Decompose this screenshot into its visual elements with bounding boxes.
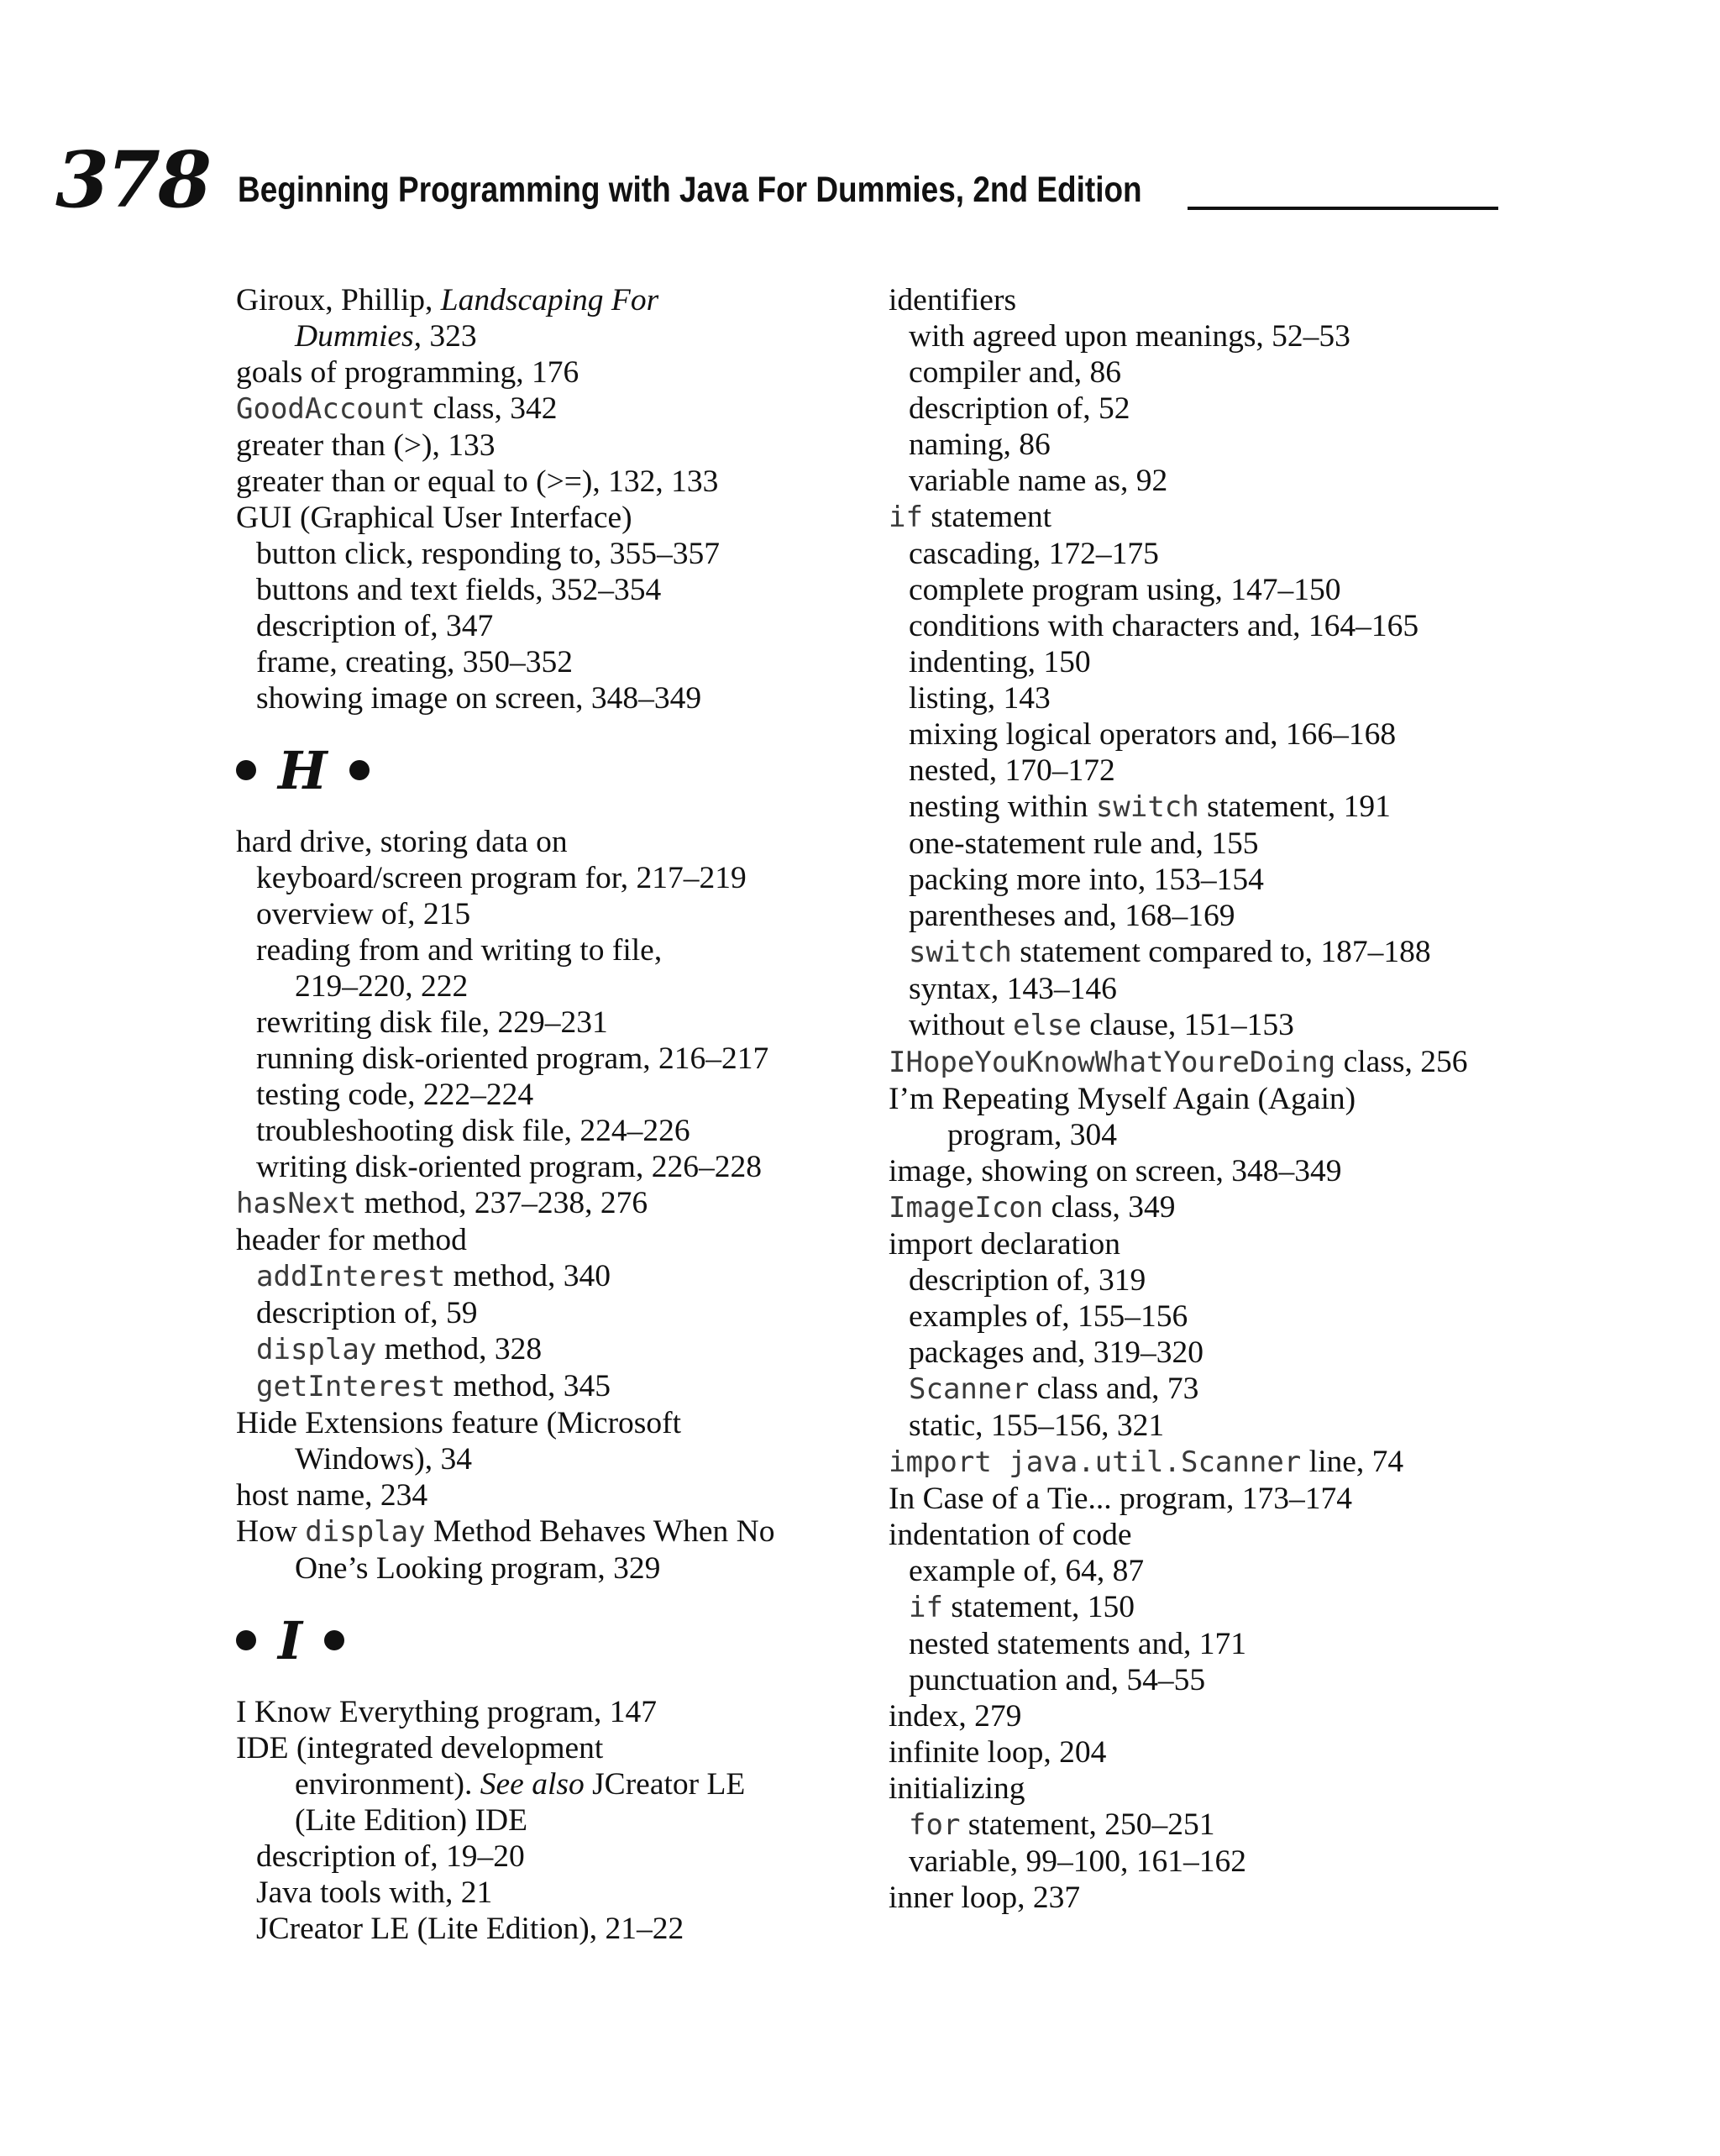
- index-subentry: buttons and text fields, 352–354: [256, 573, 662, 607]
- index-subentry: testing code, 222–224: [256, 1078, 534, 1112]
- index-subentry: compiler and, 86: [909, 355, 1122, 390]
- index-subentry: static, 155–156, 321: [909, 1408, 1165, 1443]
- index-entry: host name, 234: [236, 1478, 428, 1513]
- index-entry: greater than (>), 133: [236, 428, 496, 463]
- index-subentry: description of, 19–20: [256, 1839, 525, 1874]
- index-entry: I’m Repeating Myself Again (Again): [889, 1082, 1356, 1116]
- index-subentry: nesting within switch statement, 191: [909, 789, 1391, 824]
- index-entry-continuation: program, 304: [947, 1118, 1118, 1152]
- index-entry: import declaration: [889, 1227, 1120, 1262]
- index-entry: ImageIcon class, 349: [889, 1190, 1176, 1225]
- index-entry-continuation: Dummies, 323: [295, 319, 477, 354]
- index-subentry: cascading, 172–175: [909, 537, 1159, 571]
- index-column-left: [236, 282, 857, 1947]
- index-entry-continuation: One’s Looking program, 329: [295, 1551, 661, 1586]
- index-subentry: for statement, 250–251: [909, 1807, 1215, 1842]
- page-number: 378: [55, 134, 210, 225]
- index-entry: index, 279: [889, 1699, 1022, 1734]
- index-entry: hasNext method, 237–238, 276: [236, 1186, 648, 1220]
- index-entry: How display Method Behaves When No: [236, 1514, 775, 1549]
- index-entry-continuation: environment). See also JCreator LE: [295, 1767, 746, 1802]
- index-entry: initializing: [889, 1771, 1025, 1806]
- index-entry: inner loop, 237: [889, 1881, 1081, 1915]
- index-subentry: overview of, 215: [256, 897, 471, 931]
- index-subentry: description of, 59: [256, 1296, 478, 1330]
- index-subentry: troubleshooting disk file, 224–226: [256, 1114, 690, 1148]
- index-subentry: keyboard/screen program for, 217–219: [256, 861, 747, 895]
- index-entry: IHopeYouKnowWhatYoureDoing class, 256: [889, 1045, 1468, 1079]
- index-subentry: listing, 143: [909, 681, 1051, 716]
- index-entry: Hide Extensions feature (Microsoft: [236, 1406, 682, 1440]
- index-entry: indentation of code: [889, 1518, 1132, 1552]
- index-subentry: parentheses and, 168–169: [909, 899, 1235, 933]
- index-subentry: switch statement compared to, 187–188: [909, 935, 1431, 969]
- section-letter: I: [278, 1609, 303, 1671]
- index-entry: hard drive, storing data on: [236, 825, 568, 859]
- index-subentry: nested statements and, 171: [909, 1627, 1246, 1661]
- index-entry: if statement: [889, 500, 1052, 534]
- index-entry: Giroux, Phillip, Landscaping For: [236, 283, 659, 317]
- index-subentry: button click, responding to, 355–357: [256, 537, 721, 571]
- index-subentry: mixing logical operators and, 166–168: [909, 717, 1397, 752]
- index-entry: I Know Everything program, 147: [236, 1695, 657, 1729]
- index-subentry: packing more into, 153–154: [909, 863, 1264, 897]
- index-subentry: description of, 347: [256, 609, 494, 643]
- index-subentry: example of, 64, 87: [909, 1554, 1145, 1588]
- index-entry: import java.util.Scanner line, 74: [889, 1445, 1404, 1479]
- index-subentry: with agreed upon meanings, 52–53: [909, 319, 1350, 354]
- index-subentry: examples of, 155–156: [909, 1299, 1188, 1334]
- index-subentry: description of, 52: [909, 391, 1130, 426]
- index-subentry: description of, 319: [909, 1263, 1146, 1298]
- index-subentry: if statement, 150: [909, 1590, 1135, 1624]
- index-subentry: writing disk-oriented program, 226–228: [256, 1150, 762, 1184]
- index-entry: header for method: [236, 1223, 467, 1257]
- section-divider-h: [236, 716, 857, 824]
- index-subentry: showing image on screen, 348–349: [256, 681, 702, 716]
- index-subentry: getInterest method, 345: [256, 1369, 611, 1403]
- bullet-icon: [236, 760, 256, 780]
- index-subentry: syntax, 143–146: [909, 972, 1117, 1006]
- bullet-icon: [324, 1630, 344, 1650]
- index-entry: GoodAccount class, 342: [236, 391, 558, 426]
- bullet-icon: [236, 1630, 256, 1650]
- index-subentry: one-statement rule and, 155: [909, 826, 1259, 861]
- index-subentry: rewriting disk file, 229–231: [256, 1005, 608, 1040]
- index-subentry: display method, 328: [256, 1332, 543, 1367]
- index-entry: goals of programming, 176: [236, 355, 579, 390]
- index-subentry: JCreator LE (Lite Edition), 21–22: [256, 1912, 684, 1946]
- index-subentry: frame, creating, 350–352: [256, 645, 573, 679]
- index-subentry: nested, 170–172: [909, 753, 1115, 788]
- index-subentry: variable, 99–100, 161–162: [909, 1844, 1247, 1879]
- section-divider-i: [236, 1587, 857, 1694]
- index-entry: image, showing on screen, 348–349: [889, 1154, 1342, 1188]
- index-subentry: punctuation and, 54–55: [909, 1663, 1206, 1697]
- running-head-title: Beginning Programming with Java For Dummies, 2nd Edition: [238, 170, 1142, 210]
- header-rule: [1188, 207, 1498, 210]
- index-subentry: conditions with characters and, 164–165: [909, 609, 1419, 643]
- index-subentry: indenting, 150: [909, 645, 1091, 679]
- index-subentry: Scanner class and, 73: [909, 1372, 1199, 1406]
- index-subentry: Java tools with, 21: [256, 1875, 493, 1910]
- index-subentry: naming, 86: [909, 428, 1051, 462]
- index-subentry: reading from and writing to file,: [256, 933, 663, 968]
- index-entry: greater than or equal to (>=), 132, 133: [236, 464, 719, 499]
- index-subentry: running disk-oriented program, 216–217: [256, 1041, 769, 1076]
- bullet-icon: [349, 760, 370, 780]
- section-letter: H: [278, 739, 328, 801]
- index-subentry: without else clause, 151–153: [909, 1008, 1294, 1042]
- index-entry: IDE (integrated development: [236, 1731, 604, 1765]
- index-subentry: addInterest method, 340: [256, 1259, 611, 1293]
- index-column-right: [889, 282, 1510, 1916]
- index-entry: infinite loop, 204: [889, 1735, 1107, 1770]
- index-entry-continuation: Windows), 34: [295, 1442, 472, 1477]
- index-entry: In Case of a Tie... program, 173–174: [889, 1482, 1353, 1516]
- index-entry: identifiers: [889, 283, 1017, 317]
- index-subentry: variable name as, 92: [909, 464, 1168, 498]
- index-entry-continuation: 219–220, 222: [295, 969, 469, 1004]
- index-subentry: packages and, 319–320: [909, 1335, 1203, 1370]
- index-entry-continuation: (Lite Edition) IDE: [295, 1803, 528, 1838]
- index-subentry: complete program using, 147–150: [909, 573, 1341, 607]
- index-entry: GUI (Graphical User Interface): [236, 501, 632, 535]
